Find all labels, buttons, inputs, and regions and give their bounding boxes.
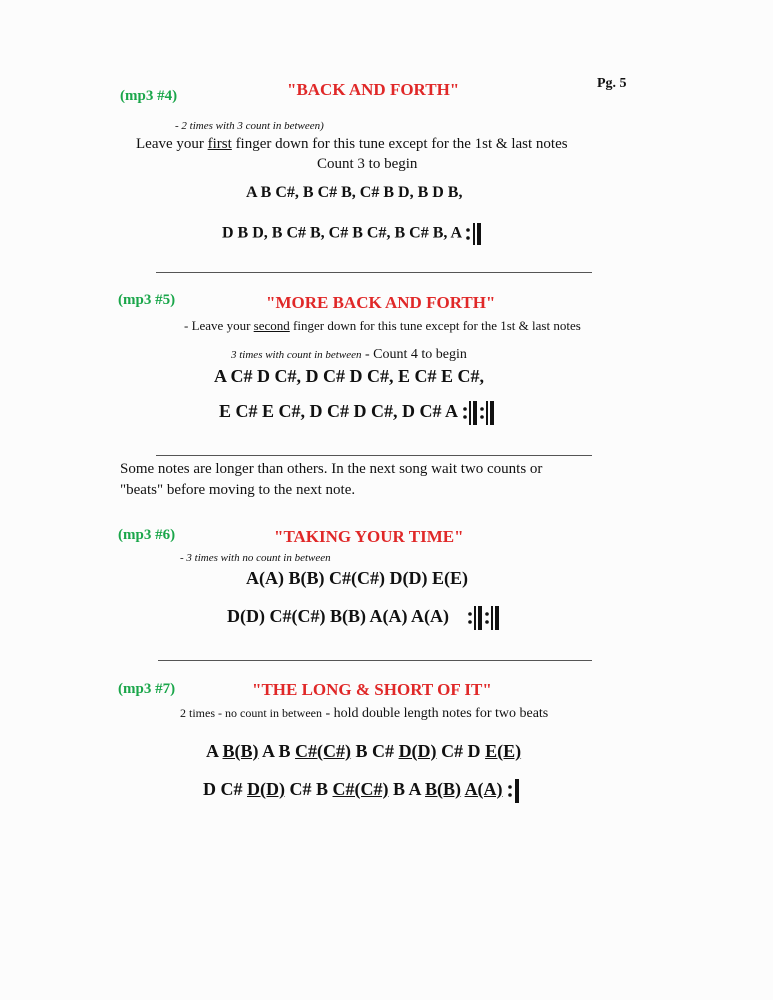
instruction-suffix: finger down for this tune except for the 1st & last notes [231,136,568,152]
double-note: A(A) [464,779,503,800]
double-note: D(D) [398,741,437,761]
instruction-prefix: Leave your [136,136,208,152]
mp3-label-5: (mp3 #5) [118,292,176,308]
divider [156,455,592,456]
note-line-1: A C# D C#, D C# D C#, E C# E C#, [214,366,485,386]
song-title-taking-your-time: "TAKING YOUR TIME" [274,527,464,546]
instruction-text [180,704,548,722]
mp3-label-6: (mp3 #6) [118,527,176,543]
mp3-label-4: (mp3 #4) [120,88,178,104]
repeat-note: - 2 times with 3 count in between) [175,120,324,132]
note-segment: D C# [203,779,247,800]
count-text: - Count 4 to begin [361,347,467,362]
note-line-2-text: D(D) C#(C#) B(B) A(A) A(A) [227,606,449,627]
note-segment: B C# [351,741,399,761]
song-title-more-back-and-forth: "MORE BACK AND FORTH" [266,293,496,312]
repeat-sign-icon [465,222,483,246]
note-line-1 [206,741,521,762]
repeat-note: 3 times with count in between [231,349,362,361]
repeat-note-line [231,345,467,363]
note-line-2 [222,222,483,246]
note-segment: B A [388,779,426,800]
double-note: C#(C#) [332,779,389,800]
note-segment: A [206,741,223,761]
double-note: E(E) [485,741,522,761]
double-note: B(B) [222,741,259,761]
double-note: D(D) [247,779,285,800]
note-segment: A B [258,741,296,761]
note-line-2 [203,778,521,804]
instruction-text [184,318,581,334]
note-line-1: A(A) B(B) C#(C#) D(D) E(E) [246,568,468,588]
instruction-suffix: finger down for this tune except for the 1st & last notes [289,318,581,333]
instruction-emphasis: second [253,318,290,333]
mp3-label-7: (mp3 #7) [118,681,176,697]
count-text: Count 3 to begin [317,156,418,172]
note-line-2-text: D B D, B C# B, C# B C#, B C# B, A [222,224,462,242]
note-line-2 [227,605,501,631]
note-line-2 [219,400,496,426]
intro-line-1: Some notes are longer than others. In the next song wait two counts or [120,461,543,477]
double-note: C#(C#) [295,741,352,761]
repeat-note: - 3 times with no count in between [180,552,331,564]
page-number: Pg. 5 [597,76,627,91]
repeat-sign-icon [507,778,521,804]
instruction-prefix: - Leave your [184,318,254,333]
divider [156,272,592,273]
repeat-sign-icon [462,400,496,426]
double-note: B(B) [425,779,462,800]
divider [158,660,592,661]
instruction-emphasis: first [207,136,232,152]
song-title-long-and-short: "THE LONG & SHORT OF IT" [252,680,492,699]
note-segment: C# B [285,779,333,800]
repeat-sign-icon [467,605,501,631]
repeat-note: 2 times - no count in between [180,706,322,720]
note-line-2-text: E C# E C#, D C# D C#, D C# A [219,401,458,422]
note-line-1: A B C#, B C# B, C# B D, B D B, [246,184,463,201]
instruction-detail: - hold double length notes for two beats [321,706,549,721]
intro-line-2: "beats" before moving to the next note. [120,482,356,498]
instruction-text [136,136,568,153]
song-title-back-and-forth: "BACK AND FORTH" [287,80,460,99]
note-segment: C# D [436,741,486,761]
